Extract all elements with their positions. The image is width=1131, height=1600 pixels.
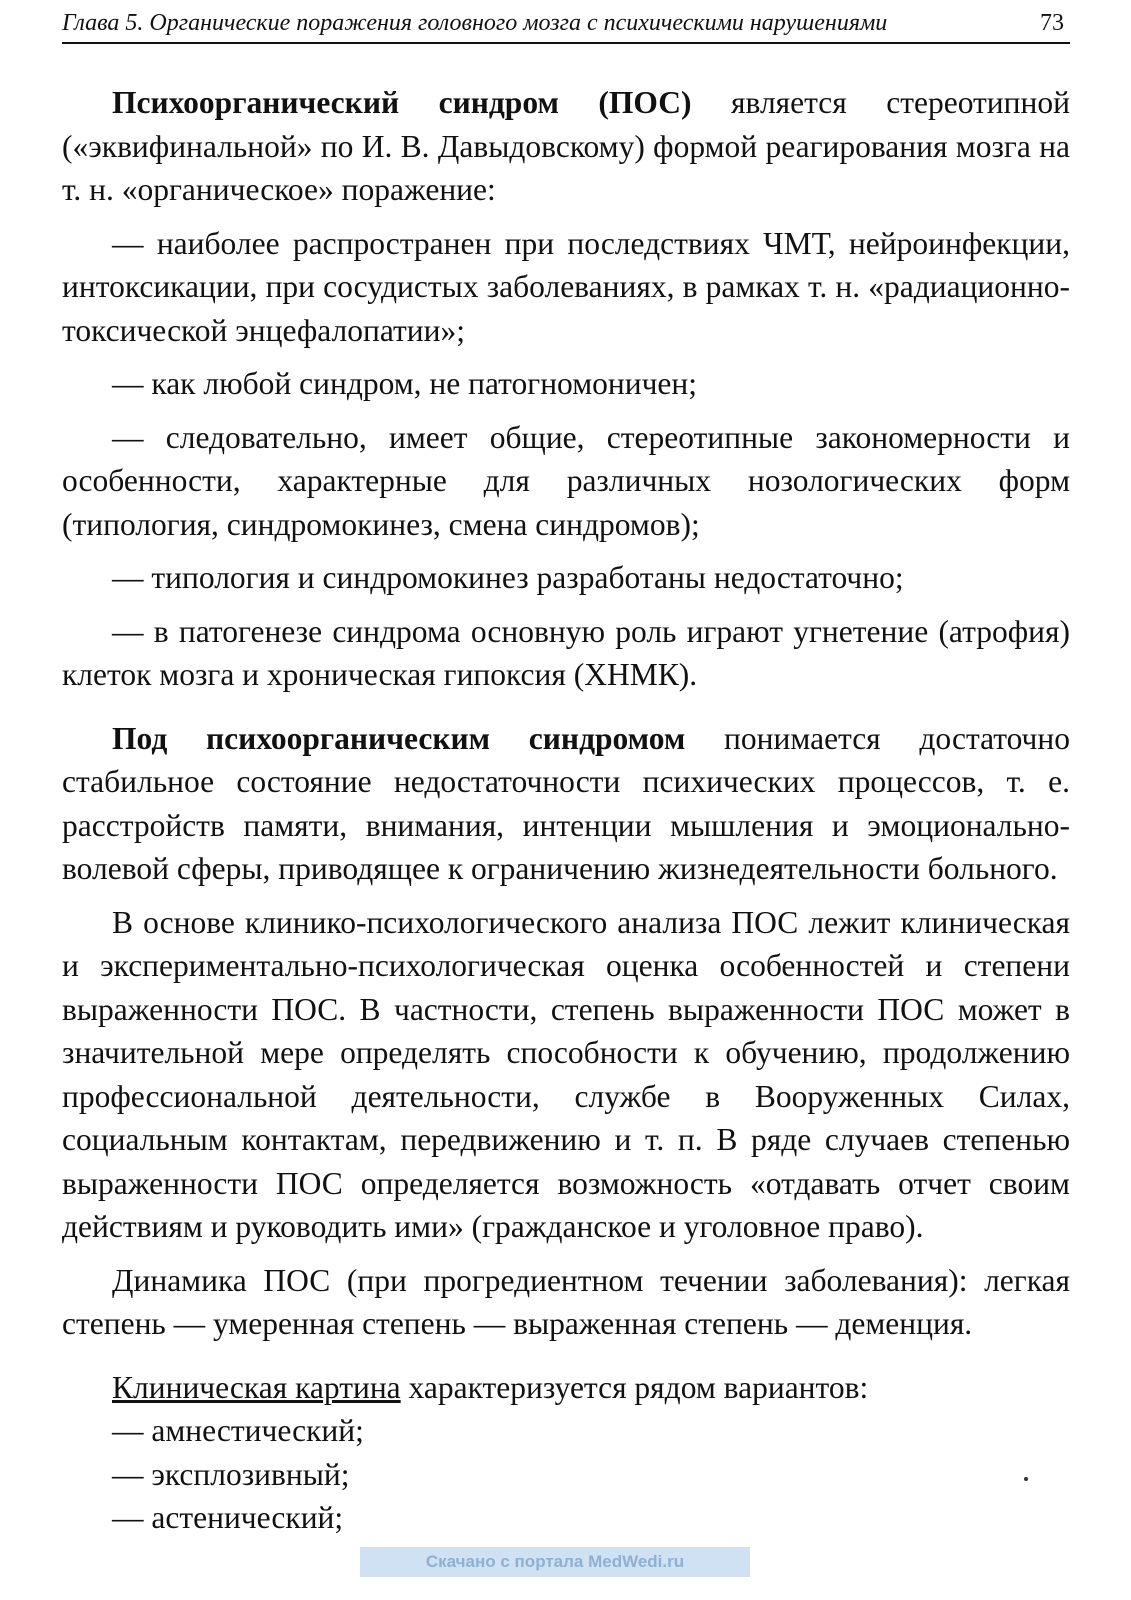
- scan-speck: [1024, 1477, 1028, 1481]
- page-body: [62, 81, 1070, 1540]
- watermark-banner: Скачано с портала MedWedi.ru: [360, 1547, 750, 1577]
- paragraph-pos-understanding: [62, 717, 1070, 891]
- running-header: [62, 4, 1070, 44]
- feature-item: — как любой синдром, не патогномоничен;: [112, 366, 698, 401]
- feature-item: — в патогенезе синдрома основную роль играют угнетение (атрофия) клеток мозга и хроническая гипоксия (ХНМК).: [62, 613, 1070, 692]
- variant-item: — амнестический;: [112, 1413, 364, 1448]
- feature-item: — наиболее распространен при последствиях ЧМТ, нейроинфекции, интоксикации, при сосудистых заболеваниях, в рамках т. н. «радиационно-токсической энцефалопатии»;: [62, 225, 1070, 348]
- page-number: 73: [1040, 10, 1064, 36]
- paragraph-dynamics: Динамика ПОС (при прогредиентном течении заболевания): легкая степень — умеренная степень — выраженная степень — деменция.: [62, 1262, 1070, 1341]
- term-pos: Психоорганический синдром (ПОС): [112, 85, 692, 120]
- clinical-picture-text: характеризуется рядом вариантов:: [400, 1369, 869, 1405]
- paragraph-pos-text: является стереотипной («эквифинальной» по И. В. Давыдовскому) формой реагирования мозга на т. н. «органическое» поражение:: [62, 85, 1070, 207]
- paragraph-pos-understanding-text: понимается достаточно стабильное состояние недостаточности психических процессов, т. е. расстройств памяти, внимания, интенции мышления и эмоционально-волевой сферы, приводящее к ограничению жизнедеятельности больного.: [62, 720, 1070, 886]
- variant-item: — эксплозивный;: [112, 1456, 350, 1492]
- chapter-title: Глава 5. Органические поражения головного мозга с психическими нарушениями: [62, 10, 888, 36]
- feature-item: — следовательно, имеет общие, стереотипные закономерности и особенности, характерные для различных нозологических форм (типология, синдромокинез, смена синдромов);: [62, 419, 1070, 542]
- term-pos-understanding: Под психоорганическим синдромом: [112, 720, 686, 756]
- term-clinical-picture: Клиническая картина: [112, 1369, 401, 1405]
- feature-item: — типология и синдромокинез разработаны недостаточно;: [112, 560, 904, 595]
- paragraph-clinical-picture: [62, 1366, 1070, 1410]
- variant-item: — астенический;: [112, 1500, 344, 1535]
- paragraph-pos-definition: [62, 81, 1070, 212]
- paragraph-analysis: В основе клинико-психологического анализа ПОС лежит клиническая и экспериментально-психологическая оценка особенностей и степени выраженности ПОС. В частности, степень выраженности ПОС может в значительной мере определять способности к обучению, продолжению профессиональной деятельности, службе в Вооруженных Силах, социальным контактам, передвижению и т. п. В ряде случаев степенью выраженности ПОС определяется возможность «отдавать отчет своим действиям и руководить ими» (гражданское и уголовное право).: [62, 904, 1070, 1244]
